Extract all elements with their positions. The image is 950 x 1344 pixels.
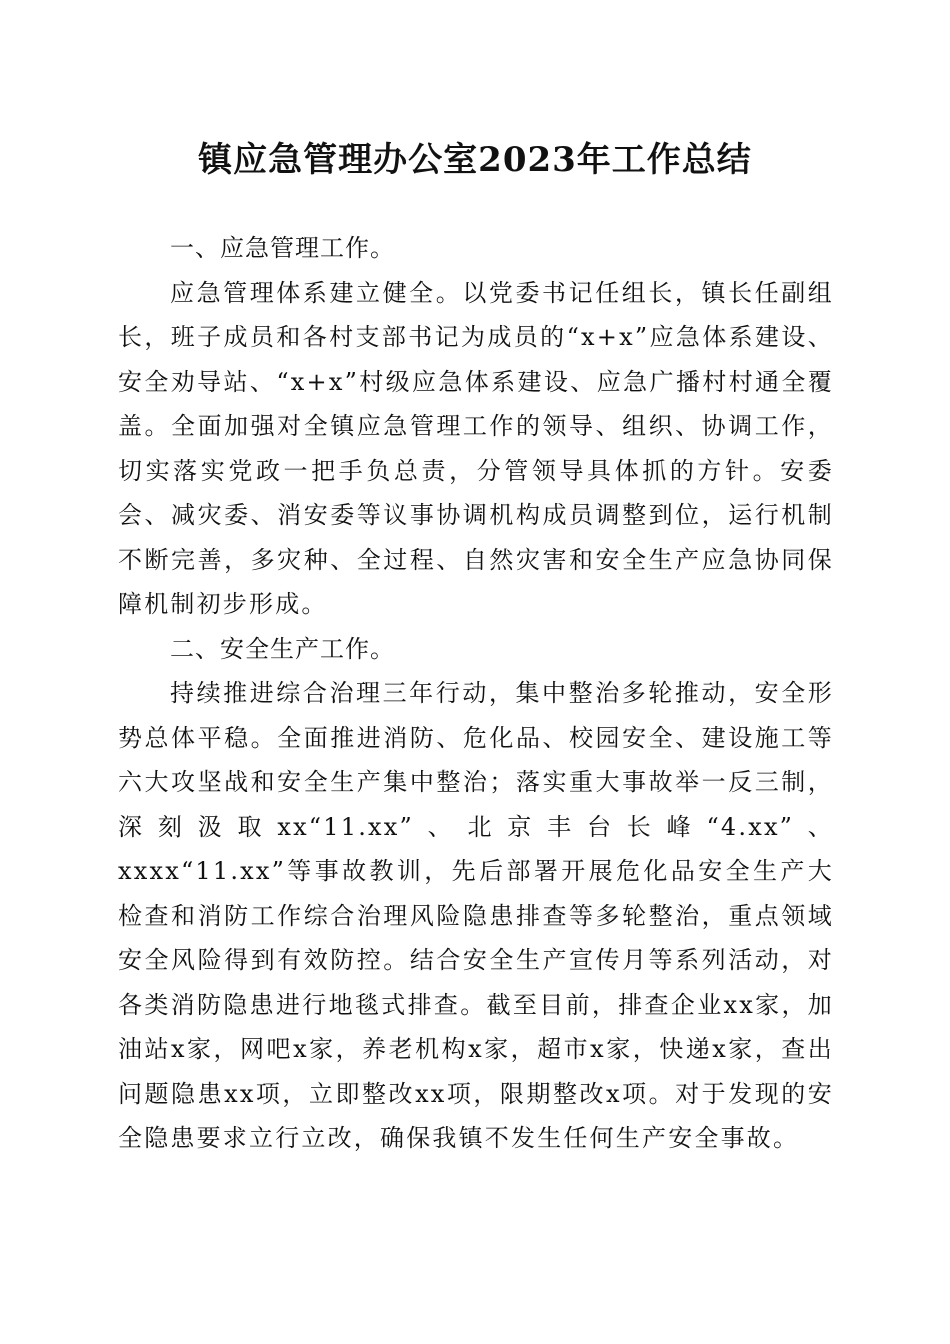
section-heading-emergency-management: 一、应急管理工作。 bbox=[170, 234, 395, 262]
section-heading-safety-production: 二、安全生产工作。 bbox=[170, 634, 395, 663]
document-title: 镇应急管理办公室2023年工作总结 bbox=[198, 140, 752, 180]
document-body bbox=[118, 226, 834, 1161]
section-paragraph-safety-production: 持续推进综合治理三年行动，集中整治多轮推动，安全形势总体平稳。全面推进消防、危化品、校园安全、建设施工等六大攻坚战和安全生产集中整治；落实重大事故举一反三制，深刻汲取xx“11.xx”、北京丰台长峰“4.xx”、xxxx“11.xx”等事故教训，先后部署开展危化品安全生产大检查和消防工作综合治理风险隐患排查等多轮整治，重点领域安全风险得到有效防控。结合安全生产宣传月等系列活动，对各类消防隐患进行地毯式排查。截至目前，排查企业xx家，加油站x家，网吧x家，养老机构x家，超市x家，快递x家，查出问题隐患xx项，立即整改xx项，限期整改x项。对于发现的安全隐患要求立行立改，确保我镇不发生任何生产安全事故。 bbox=[118, 679, 834, 1152]
section-paragraph-emergency-management: 应急管理体系建立健全。以党委书记任组长，镇长任副组长，班子成员和各村支部书记为成员的“x+x”应急体系建设、安全劝导站、“x+x”村级应急体系建设、应急广播村村通全覆盖。全面加强对全镇应急管理工作的领导、组织、协调工作，切实落实党政一把手负总责，分管领导具体抓的方针。安委会、减灾委、消安委等议事协调机构成员调整到位，运行机制不断完善，多灾种、全过程、自然灾害和安全生产应急协同保障机制初步形成。 bbox=[118, 278, 834, 618]
